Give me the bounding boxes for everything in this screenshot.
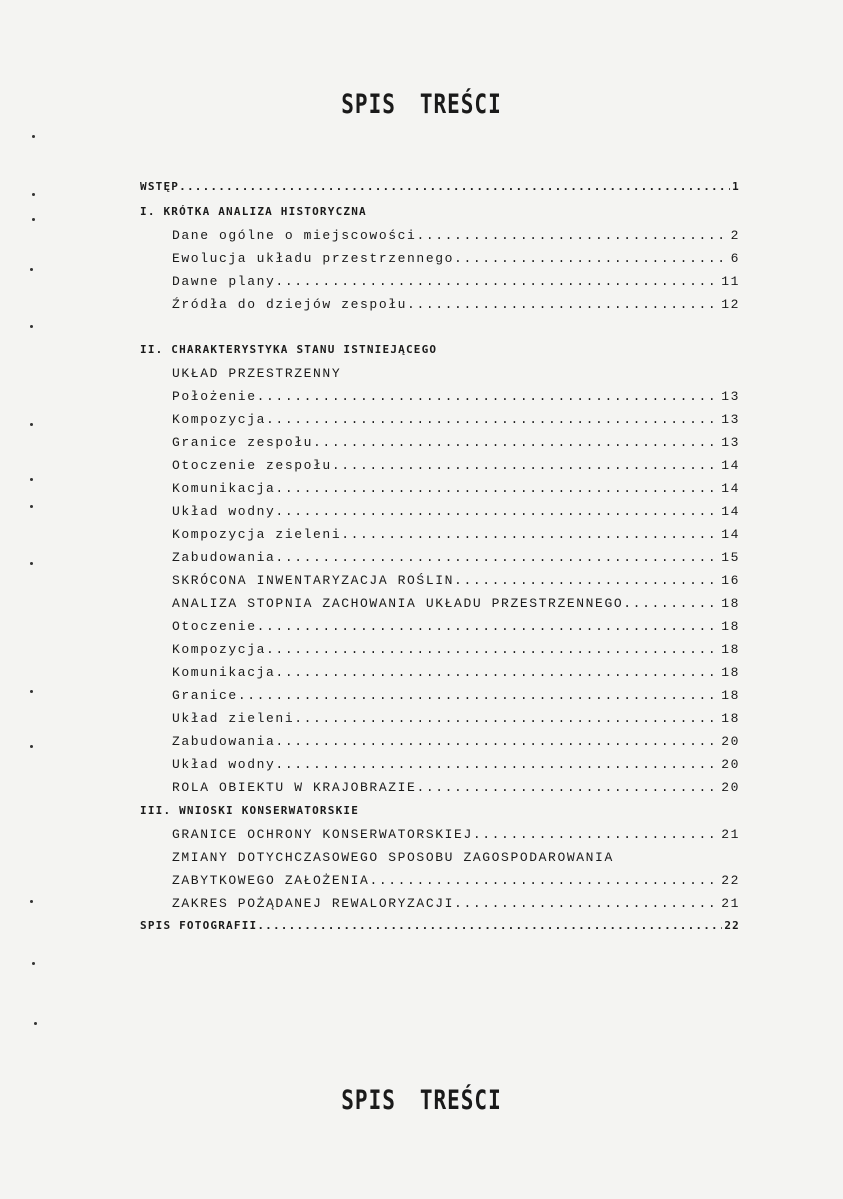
toc-entry-label: Kompozycja zieleni [172,527,342,542]
toc-entry-label: Komunikacja [172,665,276,680]
toc-entry-label: Układ wodny [172,757,276,772]
toc-entry-label: Zabudowania [172,550,276,565]
toc-page-number: 11 [721,274,740,289]
toc-page-number: 14 [721,458,740,473]
toc-entry-label: III. WNIOSKI KONSERWATORSKIE [140,804,360,817]
toc-leader-dots [257,619,720,634]
toc-leader-dots [275,274,719,289]
margin-speck [30,505,33,508]
toc-entry [172,550,740,565]
toc-entry-label: I. KRÓTKA ANALIZA HISTORYCZNA [140,205,367,218]
toc-entry-label: Położenie [172,389,257,404]
toc-leader-dots [416,780,719,795]
toc-entry-label: Granice [172,688,238,703]
toc-page-number: 18 [721,596,740,611]
toc-entry-label: Układ wodny [172,504,276,519]
toc-leader-dots [275,665,719,680]
toc-entry-label: UKŁAD PRZESTRZENNY [172,366,342,381]
toc-entry-label: Dane ogólne o miejscowości [172,228,417,243]
toc-leader-dots [407,297,719,312]
toc-page-number: 12 [721,297,740,312]
toc-page-number: 14 [721,527,740,542]
toc-entry [172,896,740,911]
toc-leader-dots [369,873,719,888]
margin-speck [32,135,35,138]
toc-entry-label: Kompozycja [172,642,267,657]
margin-speck [30,900,33,903]
toc-entry [172,665,740,680]
toc-page-number: 20 [721,757,740,772]
toc-page-number: 6 [730,251,740,266]
footer-title-word-1: SPIS [341,1085,396,1115]
toc-entry [172,827,740,842]
toc-leader-dots [454,251,729,266]
toc-entry [172,873,740,888]
toc-page-number: 18 [721,642,740,657]
toc-leader-dots [275,757,719,772]
toc-page-number: 1 [732,180,740,193]
toc-entry-label: ROLA OBIEKTU W KRAJOBRAZIE [172,780,417,795]
toc-leader-dots [275,550,719,565]
toc-heading [140,205,367,218]
toc-page-number: 21 [721,896,740,911]
margin-speck [30,423,33,426]
toc-entry-label: Komunikacja [172,481,276,496]
toc-entry [172,481,740,496]
toc-entry-label: ZMIANY DOTYCHCZASOWEGO SPOSOBU ZAGOSPODAROWANIA [172,850,614,865]
footer-title [0,1085,843,1115]
toc-entry [172,850,614,865]
toc-heading [140,180,740,193]
toc-entry-label: ZABYTKOWEGO ZAŁOŻENIA [172,873,370,888]
margin-speck [30,478,33,481]
page-title [0,89,843,119]
toc-entry [172,619,740,634]
toc-entry [172,527,740,542]
toc-leader-dots [313,435,719,450]
margin-speck [30,268,33,271]
margin-speck [30,690,33,693]
toc-leader-dots [473,827,719,842]
toc-leader-dots [275,734,719,749]
toc-entry-label: Zabudowania [172,734,276,749]
toc-entry [172,366,341,381]
toc-page-number: 16 [721,573,740,588]
margin-speck [34,1022,37,1025]
toc-entry [172,757,740,772]
toc-entry-label: Otoczenie zespołu [172,458,332,473]
toc-leader-dots [416,228,728,243]
margin-speck [32,218,35,221]
toc-entry-label: Dawne plany [172,274,276,289]
toc-leader-dots [257,389,720,404]
toc-entry-label: Układ zieleni [172,711,295,726]
toc-page-number: 22 [721,873,740,888]
toc-page-number: 18 [721,665,740,680]
toc-entry-label: WSTĘP [140,180,180,193]
toc-page-number: 20 [721,780,740,795]
toc-entry-label: Ewolucja układu przestrzennego [172,251,455,266]
toc-entry [172,274,740,289]
toc-page-number: 18 [721,688,740,703]
footer-title-word-2: TREŚCI [419,1085,502,1115]
toc-leader-dots [257,919,722,932]
toc-page-number: 22 [724,919,740,932]
toc-entry [172,711,740,726]
toc-leader-dots [341,527,719,542]
toc-page-number: 14 [721,504,740,519]
toc-heading [140,343,437,356]
toc-page-number: 2 [730,228,740,243]
title-word-2: TREŚCI [419,89,502,119]
toc-entry [172,642,740,657]
toc-page-number: 14 [721,481,740,496]
title-word-1: SPIS [341,89,396,119]
toc-leader-dots [623,596,719,611]
toc-leader-dots [266,642,719,657]
toc-entry [172,573,740,588]
toc-entry [172,412,740,427]
toc-entry-label: SKRÓCONA INWENTARYZACJA ROŚLIN [172,573,455,588]
toc-entry-label: GRANICE OCHRONY KONSERWATORSKIEJ [172,827,473,842]
toc-entry-label: ZAKRES POŻĄDANEJ REWALORYZACJI [172,896,455,911]
toc-entry [172,596,740,611]
toc-entry-label: SPIS FOTOGRAFII [140,919,258,932]
toc-entry-label: Granice zespołu [172,435,314,450]
toc-entry [172,688,740,703]
margin-speck [32,962,35,965]
toc-entry [172,504,740,519]
toc-entry [172,458,740,473]
toc-leader-dots [266,412,719,427]
toc-entry [172,435,740,450]
toc-entry-label: II. CHARAKTERYSTYKA STANU ISTNIEJĄCEGO [140,343,438,356]
toc-entry [172,297,740,312]
toc-page-number: 20 [721,734,740,749]
margin-speck [32,193,35,196]
toc-leader-dots [294,711,719,726]
toc-page-number: 18 [721,711,740,726]
toc-page-number: 18 [721,619,740,634]
toc-leader-dots [179,180,730,193]
toc-page-number: 15 [721,550,740,565]
toc-entry [172,734,740,749]
margin-speck [30,562,33,565]
toc-entry-label: Źródła do dziejów zespołu [172,297,408,312]
margin-speck [30,325,33,328]
toc-page-number: 13 [721,412,740,427]
toc-leader-dots [332,458,719,473]
toc-entry [172,780,740,795]
toc-entry-label: Otoczenie [172,619,257,634]
toc-leader-dots [454,573,719,588]
toc-page-number: 13 [721,435,740,450]
toc-entry-label: Kompozycja [172,412,267,427]
toc-heading [140,804,359,817]
toc-entry-label: ANALIZA STOPNIA ZACHOWANIA UKŁADU PRZESTRZENNEGO [172,596,624,611]
toc-heading [140,919,740,932]
toc-page-number: 13 [721,389,740,404]
margin-speck [30,745,33,748]
toc-entry [172,251,740,266]
toc-leader-dots [454,896,719,911]
toc-entry [172,389,740,404]
toc-leader-dots [275,504,719,519]
toc-leader-dots [238,688,719,703]
toc-page-number: 21 [721,827,740,842]
toc-leader-dots [275,481,719,496]
toc-entry [172,228,740,243]
